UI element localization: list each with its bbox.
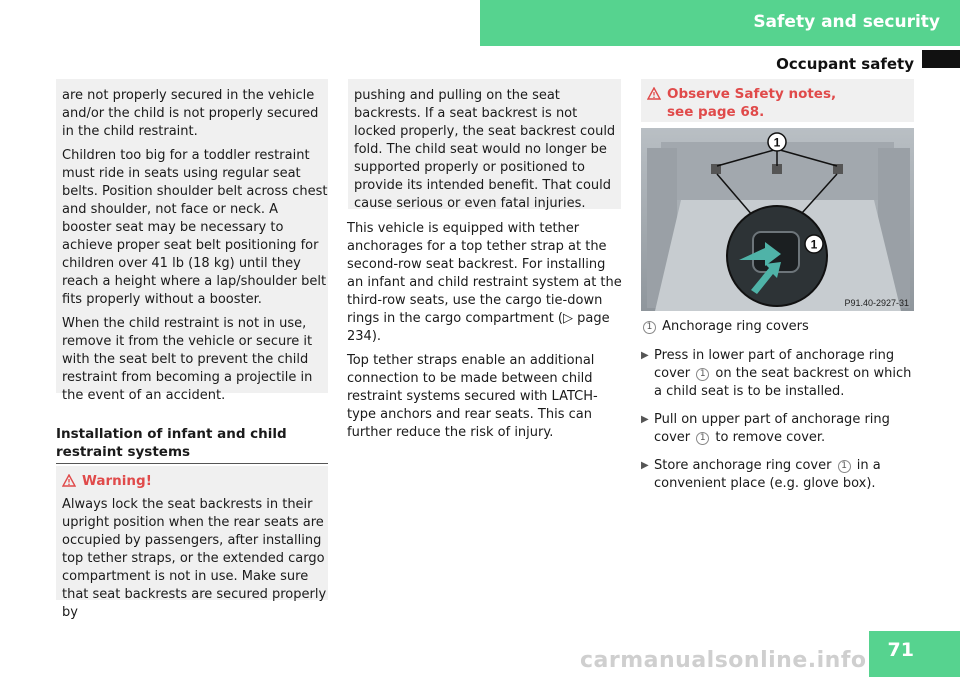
- warning-icon: [647, 87, 661, 100]
- watermark: carmanualsonline.info: [580, 648, 867, 673]
- continued-warning-box: [56, 79, 328, 403]
- callout-number: 1: [773, 135, 781, 150]
- paragraph: When the child restraint is not in use, remove it from the vehicle or secure it with the seat belt to prevent the child restraint from becoming a projectile in the event of an accident.: [62, 316, 313, 403]
- safety-notice-box: [641, 79, 914, 122]
- warning-title: Warning!: [82, 473, 152, 489]
- callout-number: 1: [643, 321, 656, 334]
- notice-heading: [647, 85, 914, 121]
- paragraph: This vehicle is equipped with tether anchorages for a top tether strap at the second-row seat backrest. For installing an infant and child restraint system at the third-row seats, use the cargo tie-down rings in the cargo compartment (▷ page 234).: [347, 221, 622, 344]
- section-heading: Installation of infant and child restraint systems: [56, 425, 328, 464]
- body-text: [347, 220, 625, 448]
- paragraph: Top tether straps enable an additional connection to be made between child restraint systems secured with LATCH-type anchors and rear seats. This can further reduce the risk of injury.: [347, 353, 598, 440]
- page-number-tab: [869, 631, 960, 677]
- warning-icon: [62, 474, 76, 487]
- caption-text: Anchorage ring covers: [662, 319, 809, 334]
- callout-number: 1: [696, 432, 709, 445]
- instruction-step: ▶ Press in lower part of anchorage ring cover 1 on the seat backrest on which a child seat is to be installed.: [641, 348, 912, 399]
- section-header: [480, 0, 960, 46]
- step-arrow-icon: ▶: [641, 350, 649, 361]
- warning-continuation-box: [348, 79, 621, 209]
- instruction-steps: [641, 347, 923, 503]
- figure-caption: [641, 318, 921, 336]
- callout-number: 1: [810, 237, 818, 252]
- anchorage-ring-photo: [641, 128, 914, 311]
- paragraph: are not properly secured in the vehicle and/or the child is not properly secured in the child restraint.: [62, 88, 319, 139]
- callout-number: 1: [696, 368, 709, 381]
- instruction-step: ▶ Store anchorage ring cover 1 in a convenient place (e.g. glove box).: [641, 458, 881, 491]
- notice-text: Observe Safety notes, see page 68.: [667, 86, 837, 120]
- thumb-tab: [922, 50, 960, 68]
- step-arrow-icon: ▶: [641, 460, 649, 471]
- page-number: 71: [887, 639, 914, 661]
- instruction-step: ▶ Pull on upper part of anchorage ring cover 1 to remove cover.: [641, 412, 890, 445]
- subsection-title: Occupant safety: [776, 55, 914, 73]
- callout-number: 1: [838, 460, 851, 473]
- photo-label: P91.40-2927-31: [844, 298, 909, 308]
- warning-text: Always lock the seat backrests in their upright position when the rear seats are occupied by passengers, after installing top tether straps, or the extended cargo compartment is not in use. Make sure that seat backrests are secured properly by: [62, 497, 327, 620]
- paragraph: pushing and pulling on the seat backrests. If a seat backrest is not locked properly, the seat backrest could fold. The child seat would no longer be supported properly or positioned to provide its intended benefit. That could cause serious or even fatal injuries.: [354, 88, 616, 211]
- warning-heading: [62, 472, 328, 490]
- step-arrow-icon: ▶: [641, 414, 649, 425]
- section-title: Safety and security: [753, 12, 940, 32]
- paragraph: Children too big for a toddler restraint must ride in seats using regular seat belts. Position shoulder belt across chest and shoulder, not face or neck. A booster seat may be necessary to achieve proper seat belt positioning for children over 41 lb (18 kg) until they reach a height where a lap/shoulder belt fits properly without a booster.: [62, 148, 328, 307]
- warning-box: [56, 466, 328, 620]
